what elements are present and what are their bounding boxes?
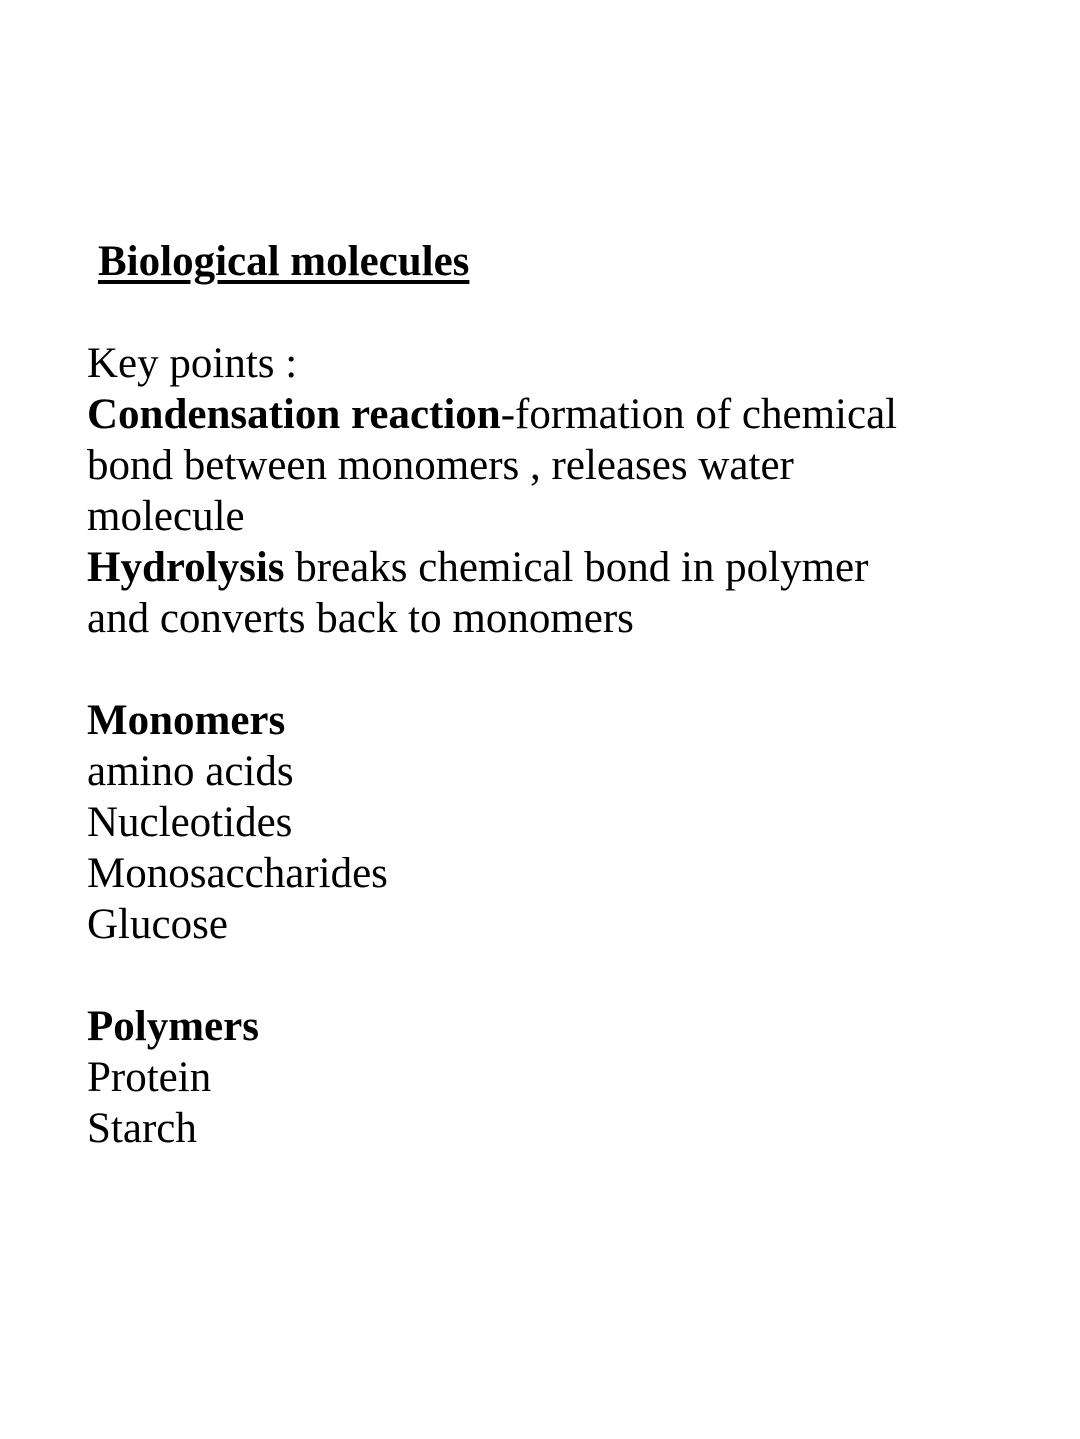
key-points-label: Key points : [87,340,298,387]
notes-body [87,338,1027,1154]
page-title: Biological molecules [98,238,470,285]
polymer-item: Protein [87,1054,212,1101]
hydrolysis-definition-1: breaks chemical bond in polymer [284,544,869,591]
condensation-definition-3: molecule [87,493,245,540]
polymers-heading: Polymers [87,1003,259,1050]
section-spacer [87,950,1027,1001]
monomer-item: Monosaccharides [87,850,388,897]
monomer-item: amino acids [87,748,294,795]
hydrolysis-line-1 [87,542,1027,593]
hydrolysis-definition-2: and converts back to monomers [87,595,634,642]
condensation-definition-1: -formation of chemical [500,391,898,438]
condensation-term: Condensation reaction [87,391,501,438]
condensation-line-1 [87,389,1027,440]
condensation-definition-2: bond between monomers , releases water [87,442,794,489]
polymer-item: Starch [87,1105,197,1152]
monomers-heading: Monomers [87,697,286,744]
section-spacer [87,644,1027,695]
monomer-item: Glucose [87,901,228,948]
monomer-item: Nucleotides [87,799,293,846]
hydrolysis-term: Hydrolysis [87,544,285,591]
